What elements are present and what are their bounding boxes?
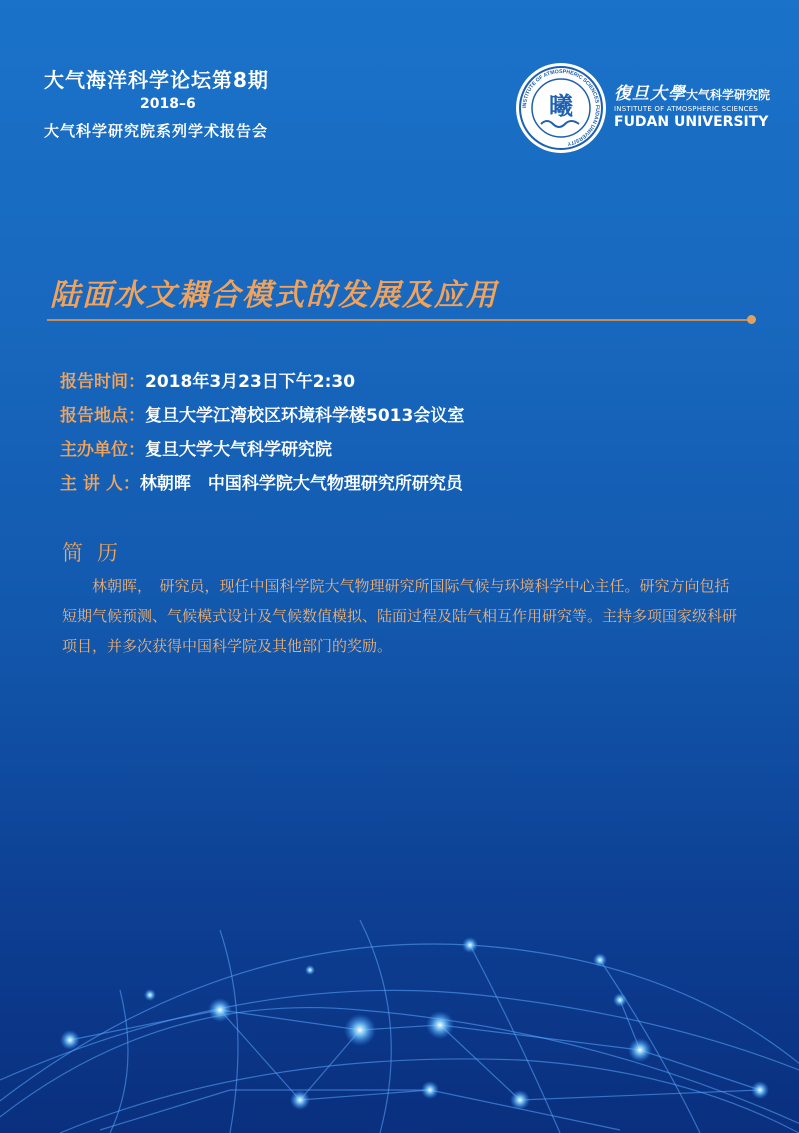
info-row-time — [60, 371, 464, 405]
report-title: 陆面水文耦合模式的发展及应用 — [50, 278, 498, 313]
seal-char: 曦 — [549, 91, 573, 120]
bio-text: 林朝晖， 研究员，现任中国科学院大气物理研究所国际气候与环境科学中心主任。研究方向包括短期气候预测、气候模式设计及气候数值模拟、陆面过程及陆气相互作用研究等。主持多项国家级科研项目，并多次获得中国科学院及其他部门的奖励。 — [62, 577, 738, 655]
info-label: 主办单位： — [60, 440, 145, 460]
info-row-speaker — [60, 473, 464, 507]
bio-heading: 简历 — [62, 541, 132, 565]
forum-date: 2018–6 — [140, 96, 196, 112]
info-label: 主 讲 人： — [60, 474, 140, 494]
report-info — [60, 371, 464, 507]
logo-en-line1: INSTITUTE OF ATMOSPHERIC SCIENCES — [614, 105, 759, 113]
info-value: 2018年3月23日下午2:30 — [145, 372, 356, 392]
fudan-iaos-seal-icon — [515, 62, 607, 154]
institute-logo-text — [614, 79, 770, 130]
forum-title: 大气海洋科学论坛第8期 — [44, 68, 269, 92]
divider-dot-icon — [747, 315, 756, 324]
info-label: 报告地点： — [60, 406, 145, 426]
info-row-organizer — [60, 439, 464, 473]
info-value: 复旦大学大气科学研究院 — [145, 440, 332, 460]
info-row-location — [60, 405, 464, 439]
info-value: 复旦大学江湾校区环境科学楼5013会议室 — [145, 406, 465, 426]
seal-ring-text: INSTITUTE OF ATMOSPHERIC SCIENCES FUDAN UNIVERSITY — [521, 68, 601, 147]
logo-cn-name: 大气科学研究院 — [686, 88, 771, 102]
title-divider — [47, 319, 752, 321]
logo-calligraphy: 復旦大學 — [614, 84, 686, 104]
forum-series: 大气科学研究院系列学术报告会 — [44, 122, 269, 140]
info-value: 林朝晖 中国科学院大气物理研究所研究员 — [139, 474, 463, 494]
logo-en-line2: FUDAN UNIVERSITY — [614, 114, 769, 130]
network-globe-icon — [0, 900, 799, 1133]
info-label: 报告时间： — [60, 372, 145, 392]
